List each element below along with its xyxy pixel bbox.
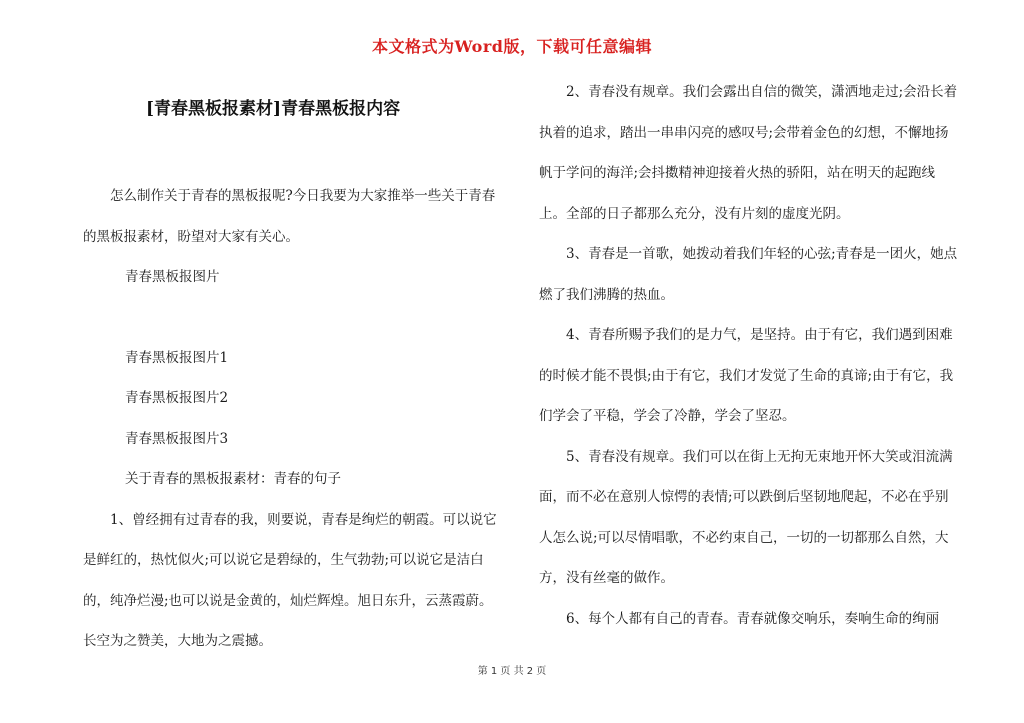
download-banner: 本文格式为Word版，下载可任意编辑: [372, 37, 652, 56]
page-number: 第 1 页 共 2 页: [477, 666, 547, 677]
sentence-paragraph-4: 4、青春所赐予我们的是力气，是坚持。由于有它，我们遇到困难的时候才能不畏惧;由于有它，我们才发觉了生命的真谛;由于有它，我们学会了平稳，学会了冷静，学会了坚忍。: [539, 327, 954, 424]
picture-caption-3: 青春黑板报图片3: [125, 430, 229, 447]
right-column: [539, 72, 961, 639]
sentence-paragraph-6: 6、每个人都有自己的青春。青春就像交响乐，奏响生命的绚丽: [566, 610, 940, 627]
section-label-pictures: 青春黑板报图片: [125, 269, 220, 285]
sentence-paragraph-1: 1、曾经拥有过青春的我，则要说，青春是绚烂的朝霞。可以说它是鲜红的，热忱似火;可以说它是碧绿的，生气勃勃;可以说它是洁白的，纯净烂漫;也可以说是金黄的，灿烂辉煌。旭日东升，云蒸霞蔚。长空为之赞美，大地为之震撼。: [83, 511, 497, 649]
document-title: [青春黑板报素材]青春黑板报内容: [146, 99, 401, 119]
sentence-paragraph-5: 5、青春没有规章。我们可以在街上无拘无束地开怀大笑或泪流满面，而不必在意别人惊愕的表情;可以跌倒后坚韧地爬起，不必在乎别人怎么说;可以尽情唱歌，不必约束自己，一切的一切都那么自然，大方，没有丝毫的做作。: [539, 448, 953, 586]
picture-caption-1: 青春黑板报图片1: [125, 349, 229, 366]
sentence-paragraph-2: 2、青春没有规章。我们会露出自信的微笑，潇洒地走过;会沿长着执着的追求，踏出一串串闪亮的感叹号;会带着金色的幻想，不懈地扬帆于学问的海洋;会抖擞精神迎接着火热的骄阳，站在明天的起跑线上。全部的日子都那么充分，没有片刻的虚度光阴。: [539, 84, 958, 222]
intro-paragraph: 怎么制作关于青春的黑板报呢?今日我要为大家推举一些关于青春的黑板报素材，盼望对大家有关心。: [83, 188, 496, 245]
left-column: [83, 176, 503, 662]
section-heading-sentences: 关于青春的黑板报素材：青春的句子: [125, 471, 341, 487]
picture-caption-2: 青春黑板报图片2: [125, 390, 229, 406]
sentence-paragraph-3: 3、青春是一首歌，她拨动着我们年轻的心弦;青春是一团火，她点燃了我们沸腾的热血。: [539, 246, 958, 303]
